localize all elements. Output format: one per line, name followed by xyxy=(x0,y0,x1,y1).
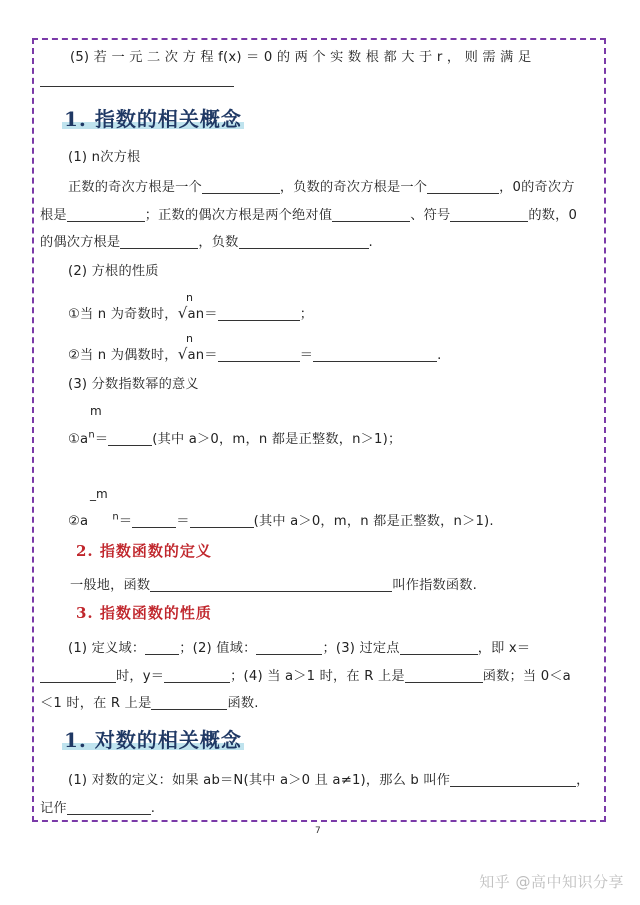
even-root-line: ②当 n 为偶数时，√an＝ ＝ . xyxy=(68,345,442,363)
fractional-exponent-line-2: ②a $^n$＝ ＝ (其中 a＞0，m，n 都是正整数，n＞1). xyxy=(68,511,494,529)
watermark: 知乎 @高中知识分享 xyxy=(479,873,624,891)
page-number: 7 xyxy=(315,826,321,836)
nroot-line-2: 根是 ；正数的偶次方根是两个绝对值 、符号 的数，0 xyxy=(40,208,578,223)
nroot-line-3: 的偶次方根是 ，负数 . xyxy=(40,235,373,250)
logarithm-notation-line: 记作 . xyxy=(40,801,156,816)
section-title-exponential-function-definition: 2. 指数函数的定义 xyxy=(76,542,212,560)
fractional-exponent-line-1: $①a^n=$ (其中 a＞0，m，n 都是正整数，n＞1)； xyxy=(68,429,402,447)
exponent-m-2: _m xyxy=(90,487,108,501)
condition-line: (5) 若 一 元 二 次 方 程 f(x) ＝ 0 的 两 个 实 数 根 都 大 于 r ， 则 需 满 足 xyxy=(70,50,532,65)
section-title-logarithm-concepts: 1. 对数的相关概念 xyxy=(64,728,242,752)
properties-line-2: 时，y＝ ；(4) 当 a＞1 时，在 R 上是 函数；当 0＜a xyxy=(40,665,571,684)
root-properties-heading: (2) 方根的性质 xyxy=(68,264,159,279)
nroot-heading: (1) n次方根 xyxy=(68,150,141,165)
root-index-odd: n xyxy=(186,291,193,304)
root-index-even: n xyxy=(186,332,193,345)
properties-line-3: ＜1 时，在 R 上是 函数. xyxy=(40,696,259,711)
fractional-exponent-heading: (3) 分数指数幂的意义 xyxy=(68,377,199,392)
properties-line-1: (1) 定义域： ；(2) 值域： ；(3) 过定点 ，即 x＝ xyxy=(68,641,531,656)
answer-blank-line xyxy=(40,72,234,88)
nroot-line-1: 正数的奇次方根是一个 ，负数的奇次方根是一个 ，0的奇次方 xyxy=(68,180,575,195)
section-title-exponential-function-properties: 3. 指数函数的性质 xyxy=(76,604,212,622)
odd-root-line: ①当 n 为奇数时，√an＝ ； xyxy=(68,304,314,322)
definition-line: 一般地，函数 叫作指数函数. xyxy=(70,578,478,593)
section-title-exponent-concepts: 1. 指数的相关概念 xyxy=(64,107,242,131)
exponent-m-1: m xyxy=(90,404,102,418)
logarithm-definition-line: (1) 对数的定义：如果 ab＝N(其中 a＞0 且 a≠1)，那么 b 叫作 ， xyxy=(68,773,590,788)
